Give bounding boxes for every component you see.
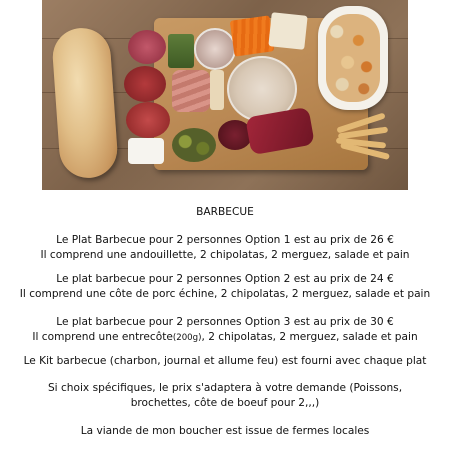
food-photo	[42, 0, 408, 190]
option-3-weight: (200g)	[172, 333, 202, 343]
olives-image	[172, 128, 216, 162]
carrot-sticks-image	[230, 15, 275, 56]
saucisson-slices-image	[126, 102, 170, 138]
option-3-contents-line	[0, 330, 450, 346]
local-meat-block	[0, 424, 450, 439]
option-1-contents-line: Il comprend une andouillette, 2 chipolatas, 2 merguez, salade et pain	[40, 249, 410, 261]
menu-title: BARBECUE	[196, 206, 254, 218]
salami-image	[124, 66, 166, 102]
mixed-nuts-image	[326, 14, 380, 102]
feta-cubes-image	[128, 138, 164, 164]
cheese-image	[268, 12, 307, 50]
local-meat-line: La viande de mon boucher est issue de fermes locales	[80, 425, 370, 437]
breadsticks-image	[332, 112, 392, 160]
choice-line-2: brochettes, côte de boeuf pour 2,,,)	[130, 397, 320, 409]
cured-ham-image	[172, 70, 210, 112]
option-3-price-line: Le plat barbecue pour 2 personnes Option 3 est au prix de 30 €	[56, 316, 394, 328]
plate-image	[194, 28, 236, 70]
option-3-contents-a: Il comprend une entrecôte	[32, 331, 173, 343]
kit-block	[0, 354, 450, 369]
option-3-contents-c: , 2 chipolatas, 2 merguez, salade et pain	[201, 331, 418, 343]
option-2-block	[0, 272, 450, 302]
option-1-price-line: Le Plat Barbecue pour 2 personnes Option 1 est au prix de 26 €	[56, 234, 394, 246]
kit-line: Le Kit barbecue (charbon, journal et allume feu) est fourni avec chaque plat	[23, 355, 427, 367]
ham-slices-image	[128, 30, 166, 64]
pickles-image	[168, 34, 194, 68]
option-1-block	[0, 233, 450, 263]
option-3-block	[0, 315, 450, 346]
choice-block	[0, 381, 450, 411]
option-2-contents-line: Il comprend une côte de porc échine, 2 chipolatas, 2 merguez, salade et pain	[19, 288, 431, 300]
choice-line-1: Si choix spécifiques, le prix s'adaptera à votre demande (Poissons,	[47, 382, 403, 394]
pate-image	[210, 70, 224, 110]
menu-title-block	[0, 205, 450, 220]
baguette-image	[51, 26, 119, 180]
option-2-price-line: Le plat barbecue pour 2 personnes Option 2 est au prix de 24 €	[56, 273, 394, 285]
nuts-bowl-image	[318, 6, 388, 110]
